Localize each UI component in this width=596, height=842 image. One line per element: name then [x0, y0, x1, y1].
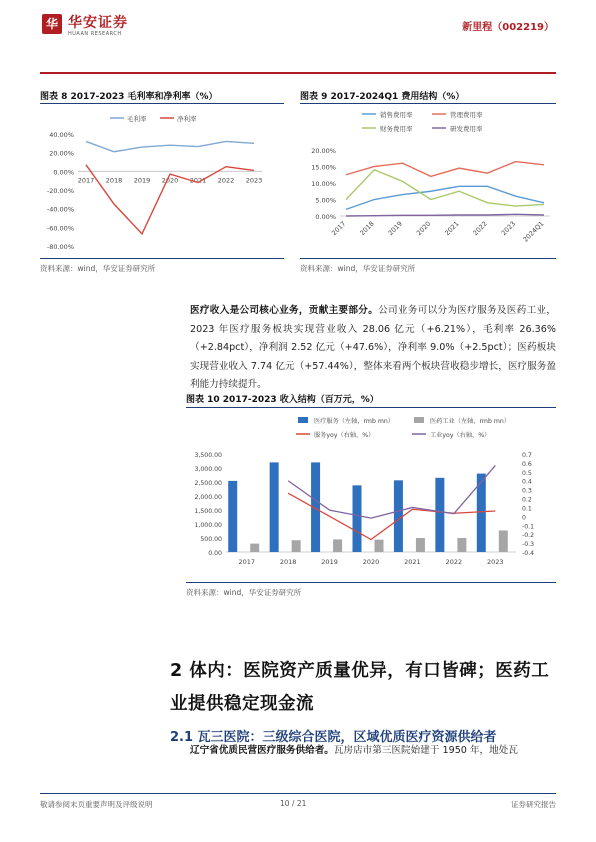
fig8-rule [40, 103, 284, 104]
x-tick-label: 2020 [161, 176, 179, 185]
y-left-tick-label: 2,000.00 [194, 494, 222, 501]
legend-label: 毛利率 [127, 115, 147, 123]
y-tick-label: 20.00% [311, 147, 336, 155]
bar [499, 530, 508, 552]
bar [416, 538, 425, 552]
y-left-tick-label: 3,500.00 [194, 452, 222, 459]
fig10-chart [186, 410, 556, 580]
y-right-tick-label: -0.4 [522, 550, 535, 557]
y-right-tick-label: -0.1 [522, 523, 535, 531]
paragraph-lead: 医疗收入是公司核心业务，贡献主要部分。 [190, 305, 379, 316]
y-tick-label: 20.00% [49, 149, 74, 158]
logo-text-cn: 华安证券 [68, 15, 128, 31]
fig9-rule-bottom [300, 258, 556, 259]
series-line [86, 165, 254, 234]
y-left-tick-label: 0.00 [208, 550, 222, 557]
x-tick-label: 2023 [487, 558, 504, 566]
fig9-chart [300, 106, 556, 256]
legend-label: 医疗服务（左轴，rmb mn） [314, 418, 394, 425]
y-tick-label: 0.00% [53, 168, 74, 177]
legend-label: 销售费用率 [380, 111, 413, 119]
y-tick-label: -40.00% [46, 205, 74, 214]
fig10-title: 图表 10 2017-2023 收入结构（百万元，%） [186, 395, 379, 405]
bar [333, 539, 342, 552]
y-tick-label: -20.00% [46, 187, 74, 195]
legend-label: 研发费用率 [450, 125, 483, 133]
series-line [346, 170, 544, 206]
footer-report-type: 证券研究报告 [511, 800, 556, 809]
y-right-tick-label: -0.3 [522, 541, 535, 549]
bar [457, 538, 466, 552]
bar [394, 480, 403, 552]
x-tick-label: 2017 [238, 558, 255, 566]
x-tick-label: 2022 [445, 558, 463, 566]
y-right-tick-label: -0.2 [522, 532, 535, 540]
x-tick-label: 2022 [217, 176, 235, 185]
fig10-rule [186, 407, 556, 408]
y-left-tick-label: 2,500.00 [194, 480, 222, 487]
legend-label: 财务费用率 [380, 125, 413, 133]
x-tick-label: 2018 [279, 558, 297, 566]
y-left-tick-label: 1,000.00 [194, 522, 222, 529]
bar [228, 481, 237, 552]
y-tick-label: 15.00% [311, 163, 336, 172]
x-tick-label: 2017 [77, 176, 95, 185]
fig10-source: 资料来源：wind，华安证券研究所 [186, 588, 302, 597]
y-tick-label: -60.00% [46, 224, 74, 233]
logo-mark: 华 [42, 14, 62, 34]
fig10-rule-bottom [186, 582, 556, 583]
y-right-tick-label: 0.2 [522, 496, 532, 504]
bar [435, 478, 444, 552]
fig8-chart [40, 106, 284, 256]
paragraph-body: 瓦房店市第三医院始建于 1950 年，地处瓦 [333, 745, 518, 756]
bar [353, 485, 362, 552]
y-right-tick-label: 0.4 [522, 478, 532, 486]
fig9-source: 资料来源：wind，华安证券研究所 [300, 264, 416, 273]
bar [292, 540, 301, 552]
section-2-heading: 2 体内：医院资产质量优异，有口皆碑；医药工业提供稳定现金流 [170, 661, 550, 714]
y-right-tick-label: 0 [522, 514, 526, 522]
x-tick-label: 2021 [189, 176, 207, 185]
y-right-tick-label: 0.7 [522, 452, 532, 459]
x-tick-label: 2021 [404, 558, 421, 566]
x-tick-label: 2018 [358, 219, 376, 238]
x-tick-label: 2019 [321, 558, 338, 566]
legend-label: 管理费用率 [450, 111, 483, 119]
company-name: 新里程（002219） [462, 22, 554, 33]
legend-label: 净利率 [177, 115, 197, 123]
y-right-tick-label: 0.5 [522, 469, 532, 477]
series-line [346, 162, 544, 177]
x-tick-label: 2020 [414, 219, 433, 238]
header [40, 12, 556, 46]
y-right-tick-label: 0.3 [522, 487, 532, 495]
y-right-tick-label: 0.1 [522, 505, 532, 513]
y-tick-label: 40.00% [49, 131, 74, 139]
x-tick-label: 2017 [330, 219, 348, 238]
paragraph-body: 公司业务可以分为医疗服务及医药工业，2023 年医疗服务板块实现营业收入 28.06 亿元（+6.21%），毛利率 26.36%（+2.84pct），净利润 2.52 亿元（+47.6%），净利率 9.0%（+2.5pct）；医药板块实现营业收入 7.74 亿元（+57.44%），整体来看两个板块营收稳步增长，医疗服务盈利能力持续提升。 [190, 305, 557, 390]
paragraph-lead: 辽宁省优质民营医疗服务供给者。 [190, 745, 334, 756]
y-tick-label: -80.00% [46, 243, 74, 251]
x-tick-label: 2022 [471, 219, 489, 238]
fig8-title: 图表 8 2017-2023 毛利率和净利率（%） [40, 92, 218, 102]
fig9-rule [300, 103, 556, 104]
legend-label: 医药工业（左轴，rmb mn） [430, 418, 510, 425]
fig8-source: 资料来源：wind，华安证券研究所 [40, 264, 156, 273]
x-tick-label: 2020 [362, 558, 380, 566]
page-number: 10 / 21 [280, 799, 307, 808]
y-right-tick-label: 0.6 [522, 460, 532, 468]
x-tick-label: 2019 [133, 176, 151, 185]
footer-rule [40, 793, 556, 794]
logo-text-en: HUAAN RESEARCH [68, 31, 122, 37]
x-tick-label: 2023 [245, 176, 263, 185]
bar [250, 544, 259, 552]
x-tick-label: 2019 [386, 219, 404, 238]
series-line [86, 141, 254, 151]
footer-disclaimer: 敬请参阅末页重要声明及评级说明 [40, 800, 153, 809]
paragraph-hospital-intro [190, 742, 560, 761]
legend-swatch [414, 417, 424, 423]
fig9-title: 图表 9 2017-2024Q1 费用结构（%） [300, 92, 465, 102]
legend-swatch [298, 417, 308, 423]
x-tick-label: 2024Q1 [521, 219, 546, 244]
section-2-1-heading: 2.1 瓦三医院：三级综合医院，区域优质医疗资源供给者 [170, 730, 497, 745]
paragraph-medical-revenue [190, 302, 556, 395]
x-tick-label: 2023 [499, 219, 518, 238]
y-left-tick-label: 500.00 [200, 536, 222, 543]
y-tick-label: 0.00% [315, 213, 336, 221]
header-rule [40, 72, 556, 74]
legend-label: 工业yoy（右轴，%） [430, 432, 491, 439]
fig8-rule-bottom [40, 258, 284, 259]
x-tick-label: 2018 [105, 176, 123, 185]
y-tick-label: 10.00% [311, 180, 336, 188]
legend-label: 服务yoy（右轴，%） [314, 432, 375, 439]
bar [270, 462, 279, 552]
y-left-tick-label: 3,000.00 [194, 466, 222, 473]
y-left-tick-label: 1,500.00 [194, 508, 222, 515]
y-tick-label: 5.00% [315, 196, 336, 205]
x-tick-label: 2021 [443, 219, 461, 238]
bar [375, 540, 384, 552]
